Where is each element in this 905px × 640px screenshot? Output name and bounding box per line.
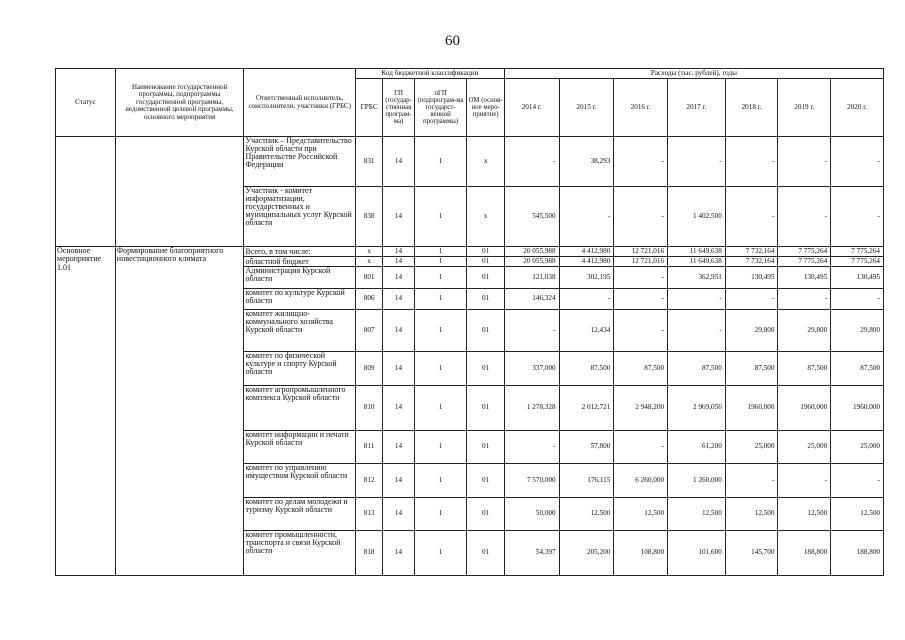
- value-cell: 4 412,980: [559, 247, 614, 257]
- value-cell: -: [831, 464, 884, 498]
- value-cell: 12,500: [614, 498, 668, 531]
- header-status: Статус: [56, 69, 116, 137]
- grbs-cell: 810: [355, 386, 382, 431]
- om-cell: х: [467, 137, 504, 187]
- header-year: 2016 г.: [614, 79, 668, 137]
- grbs-cell: 811: [355, 431, 382, 464]
- value-cell: 145,700: [725, 531, 778, 576]
- value-cell: -: [668, 289, 726, 310]
- om-cell: 01: [467, 464, 504, 498]
- value-cell: -: [725, 187, 778, 247]
- header-year: 2018 г.: [725, 79, 778, 137]
- om-cell: 01: [467, 498, 504, 531]
- header-code-group: Код бюджетной классификации: [355, 69, 504, 79]
- responsible-cell: комитет агропромышленного комплекса Курской области: [244, 386, 355, 431]
- responsible-cell: Участник – Представительство Курской области при Правительстве Российской Федерации: [244, 137, 355, 187]
- pgp-cell: 1: [414, 289, 467, 310]
- header-expense-group: Расходы (тыс. рублей), годы: [504, 69, 883, 79]
- value-cell: 1 278,328: [504, 386, 559, 431]
- responsible-cell: комитет промышленности, транспорта и связи Курской области: [244, 531, 355, 576]
- grbs-cell: 818: [355, 531, 382, 576]
- value-cell: 29,800: [778, 310, 831, 352]
- header-name: Наименование государственной программы, подпрограммы государственной программы, ведомственной целевой программы, основного мероприятия: [115, 69, 244, 137]
- value-cell: 12,500: [831, 498, 884, 531]
- value-cell: -: [614, 310, 668, 352]
- pgp-cell: 1: [414, 310, 467, 352]
- value-cell: 12,434: [559, 310, 614, 352]
- value-cell: 12,500: [778, 498, 831, 531]
- value-cell: 29,800: [725, 310, 778, 352]
- value-cell: 188,800: [831, 531, 884, 576]
- value-cell: 25,000: [725, 431, 778, 464]
- pgp-cell: 1: [414, 137, 467, 187]
- om-cell: 01: [467, 289, 504, 310]
- responsible-cell: областной бюджет: [244, 257, 355, 267]
- value-cell: -: [725, 289, 778, 310]
- value-cell: 54,397: [504, 531, 559, 576]
- grbs-cell: 812: [355, 464, 382, 498]
- value-cell: -: [831, 289, 884, 310]
- value-cell: -: [778, 187, 831, 247]
- header-om: ОМ (основ-ное меро-приятие): [467, 79, 504, 137]
- gp-cell: 14: [383, 137, 414, 187]
- gp-cell: 14: [383, 247, 414, 257]
- budget-table: [55, 68, 884, 576]
- pgp-cell: 1: [414, 386, 467, 431]
- grbs-cell: х: [355, 257, 382, 267]
- om-cell: 01: [467, 310, 504, 352]
- value-cell: 302,195: [559, 267, 614, 289]
- responsible-cell: Участник - комитет информатизации, государственных и муниципальных услуг Курской области: [244, 187, 355, 247]
- name-cell-empty: [115, 137, 244, 247]
- value-cell: 1960,000: [725, 386, 778, 431]
- header-year: 2020 г.: [831, 79, 884, 137]
- value-cell: 11 649,638: [668, 247, 726, 257]
- value-cell: 1 402,500: [668, 187, 726, 247]
- header-grbs: ГРБС: [355, 79, 382, 137]
- value-cell: 7 570,000: [504, 464, 559, 498]
- header-year: 2019 г.: [778, 79, 831, 137]
- value-cell: -: [668, 310, 726, 352]
- value-cell: -: [504, 310, 559, 352]
- pgp-cell: 1: [414, 464, 467, 498]
- responsible-cell: комитет по культуре Курской области: [244, 289, 355, 310]
- om-cell: 01: [467, 267, 504, 289]
- om-cell: 01: [467, 352, 504, 386]
- value-cell: 25,000: [778, 431, 831, 464]
- value-cell: -: [614, 267, 668, 289]
- value-cell: 11 649,638: [668, 257, 726, 267]
- gp-cell: 14: [383, 464, 414, 498]
- responsible-cell: Всего, в том числе:: [244, 247, 355, 257]
- om-cell: х: [467, 187, 504, 247]
- header-year: 2014 г.: [504, 79, 559, 137]
- value-cell: 20 055,988: [504, 247, 559, 257]
- responsible-cell: комитет по физической культуре и спорту Курской области: [244, 352, 355, 386]
- value-cell: -: [614, 289, 668, 310]
- value-cell: -: [725, 464, 778, 498]
- value-cell: -: [559, 187, 614, 247]
- value-cell: -: [559, 289, 614, 310]
- gp-cell: 14: [383, 187, 414, 247]
- value-cell: 7 775,264: [778, 247, 831, 257]
- value-cell: 7 775,264: [778, 257, 831, 267]
- header-year: 2015 г.: [559, 79, 614, 137]
- gp-cell: 14: [383, 352, 414, 386]
- gp-cell: 14: [383, 310, 414, 352]
- value-cell: 7 732,164: [725, 257, 778, 267]
- grbs-cell: 801: [355, 267, 382, 289]
- gp-cell: 14: [383, 386, 414, 431]
- value-cell: -: [504, 137, 559, 187]
- value-cell: 130,495: [778, 267, 831, 289]
- gp-cell: 14: [383, 431, 414, 464]
- status-cell: Основное мероприятие 1.01: [56, 247, 116, 576]
- value-cell: 38,293: [559, 137, 614, 187]
- value-cell: -: [614, 187, 668, 247]
- value-cell: 130,495: [725, 267, 778, 289]
- value-cell: 57,800: [559, 431, 614, 464]
- value-cell: 7 732,164: [725, 247, 778, 257]
- header-pgp: пГП (подпрограм-ма государст-венной программы): [414, 79, 467, 137]
- value-cell: -: [725, 137, 778, 187]
- value-cell: -: [831, 187, 884, 247]
- value-cell: 7 775,264: [831, 257, 884, 267]
- value-cell: 205,200: [559, 531, 614, 576]
- value-cell: 87,500: [559, 352, 614, 386]
- value-cell: 87,500: [725, 352, 778, 386]
- value-cell: 362,951: [668, 267, 726, 289]
- responsible-cell: комитет информации и печати Курской области: [244, 431, 355, 464]
- header-responsible: Ответственный исполнитель, соисполнители, участники (ГРБС): [244, 69, 355, 137]
- status-cell-empty: [56, 137, 116, 247]
- value-cell: 337,000: [504, 352, 559, 386]
- value-cell: -: [668, 137, 726, 187]
- om-cell: 01: [467, 531, 504, 576]
- value-cell: -: [504, 431, 559, 464]
- value-cell: 87,500: [831, 352, 884, 386]
- value-cell: 12,500: [668, 498, 726, 531]
- value-cell: 87,500: [778, 352, 831, 386]
- responsible-cell: комитет по делам молодежи и туризму Курской области: [244, 498, 355, 531]
- grbs-cell: 831: [355, 137, 382, 187]
- value-cell: 121,038: [504, 267, 559, 289]
- value-cell: 2 948,200: [614, 386, 668, 431]
- pgp-cell: 1: [414, 352, 467, 386]
- value-cell: 130,495: [831, 267, 884, 289]
- gp-cell: 14: [383, 531, 414, 576]
- value-cell: 108,800: [614, 531, 668, 576]
- grbs-cell: х: [355, 247, 382, 257]
- value-cell: 4 412,980: [559, 257, 614, 267]
- value-cell: 12 721,016: [614, 247, 668, 257]
- gp-cell: 14: [383, 498, 414, 531]
- pgp-cell: 1: [414, 498, 467, 531]
- value-cell: 1960,000: [778, 386, 831, 431]
- pgp-cell: 1: [414, 531, 467, 576]
- value-cell: 188,800: [778, 531, 831, 576]
- responsible-cell: Администрация Курской области: [244, 267, 355, 289]
- value-cell: 7 775,264: [831, 247, 884, 257]
- value-cell: 25,000: [831, 431, 884, 464]
- page-number: 60: [445, 33, 460, 49]
- value-cell: 1 260,000: [668, 464, 726, 498]
- value-cell: 87,500: [668, 352, 726, 386]
- gp-cell: 14: [383, 289, 414, 310]
- value-cell: 12,500: [725, 498, 778, 531]
- name-cell: Формирование благоприятного инвестиционного климата: [115, 247, 244, 576]
- value-cell: 29,800: [831, 310, 884, 352]
- value-cell: 101,600: [668, 531, 726, 576]
- value-cell: -: [778, 464, 831, 498]
- om-cell: 01: [467, 431, 504, 464]
- pgp-cell: 1: [414, 247, 467, 257]
- header-year: 2017 г.: [668, 79, 726, 137]
- value-cell: 146,324: [504, 289, 559, 310]
- table-row-total: [56, 247, 884, 257]
- value-cell: -: [831, 137, 884, 187]
- value-cell: 1960,000: [831, 386, 884, 431]
- om-cell: 01: [467, 257, 504, 267]
- value-cell: 61,200: [668, 431, 726, 464]
- header-gp: ГП (государ-ственная програм-ма): [383, 79, 414, 137]
- value-cell: 2 969,056: [668, 386, 726, 431]
- table-row: [56, 137, 884, 187]
- pgp-cell: 1: [414, 187, 467, 247]
- value-cell: -: [614, 137, 668, 187]
- value-cell: -: [614, 431, 668, 464]
- value-cell: 20 055,988: [504, 257, 559, 267]
- responsible-cell: комитет по управлению имуществом Курской области: [244, 464, 355, 498]
- gp-cell: 14: [383, 267, 414, 289]
- value-cell: -: [778, 137, 831, 187]
- value-cell: 6 260,000: [614, 464, 668, 498]
- pgp-cell: 1: [414, 431, 467, 464]
- grbs-cell: 813: [355, 498, 382, 531]
- value-cell: 12,500: [559, 498, 614, 531]
- om-cell: 01: [467, 386, 504, 431]
- value-cell: 12 721,016: [614, 257, 668, 267]
- grbs-cell: 838: [355, 187, 382, 247]
- om-cell: 01: [467, 247, 504, 257]
- pgp-cell: 1: [414, 257, 467, 267]
- gp-cell: 14: [383, 257, 414, 267]
- value-cell: 2 012,721: [559, 386, 614, 431]
- value-cell: 176,115: [559, 464, 614, 498]
- grbs-cell: 809: [355, 352, 382, 386]
- responsible-cell: комитет жилищно-коммунального хозяйства Курской области: [244, 310, 355, 352]
- value-cell: 50,000: [504, 498, 559, 531]
- grbs-cell: 807: [355, 310, 382, 352]
- value-cell: 545,500: [504, 187, 559, 247]
- grbs-cell: 806: [355, 289, 382, 310]
- value-cell: 87,500: [614, 352, 668, 386]
- value-cell: -: [778, 289, 831, 310]
- pgp-cell: 1: [414, 267, 467, 289]
